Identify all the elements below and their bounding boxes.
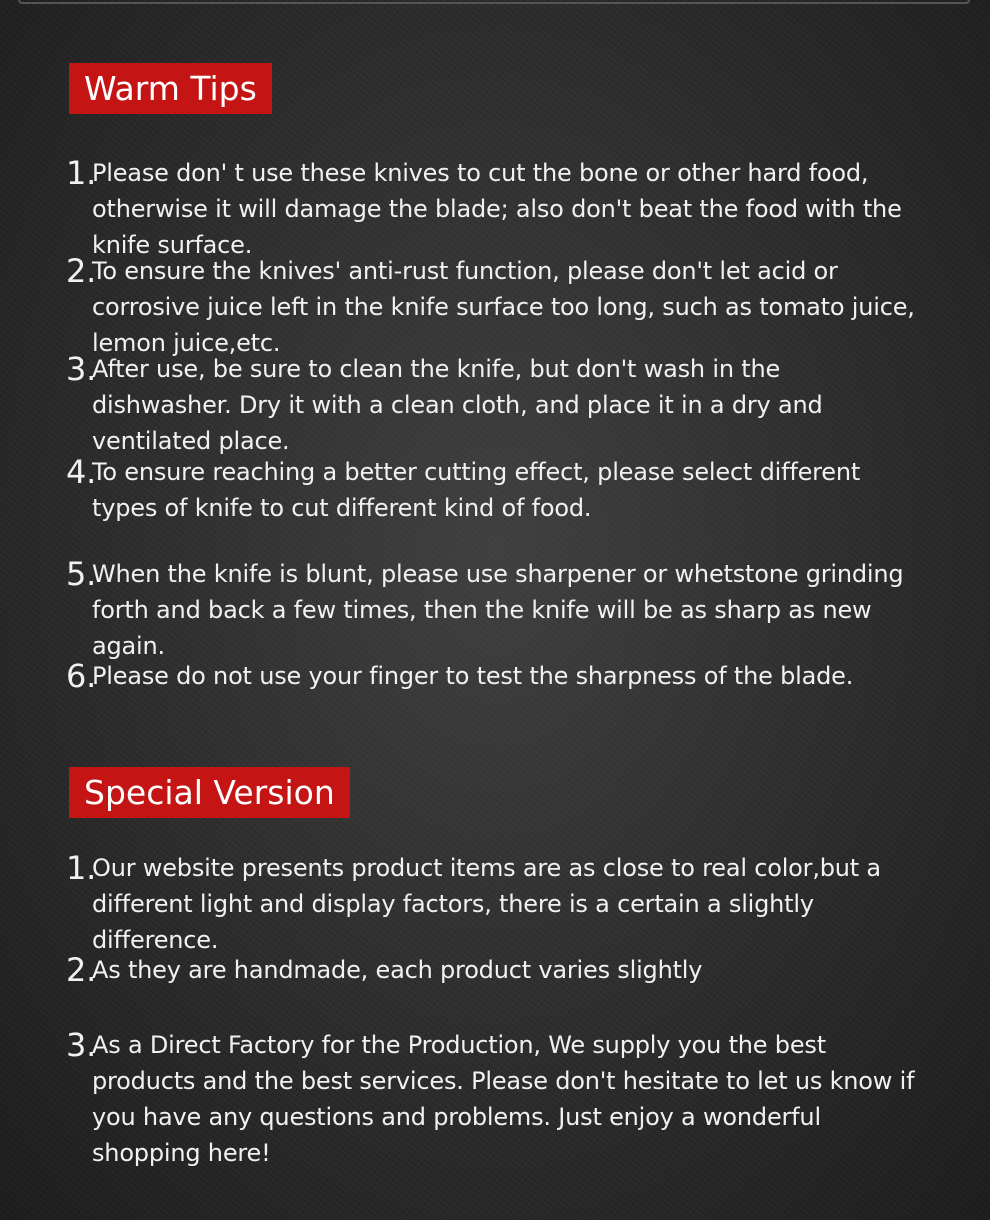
tip-number: 3. xyxy=(66,350,97,388)
top-frame-border xyxy=(18,0,970,4)
tip-number: 3. xyxy=(66,1026,97,1064)
tip-text: To ensure reaching a better cutting effect, please select different types of knife to cut different kind of food. xyxy=(92,458,861,522)
tip-number: 1. xyxy=(66,154,97,192)
tip-number: 5. xyxy=(66,555,97,593)
tip-text: As a Direct Factory for the Production, We supply you the best products and the best services. Please don't hesitate to let us know if you have any questions and problems. Just enjoy a wonderful shopping here! xyxy=(92,1031,915,1167)
tip-text: When the knife is blunt, please use sharpener or whetstone grinding forth and back a few times, then the knife will be as sharp as new again. xyxy=(92,560,904,660)
warm-tip-5 xyxy=(66,556,926,664)
tip-text: To ensure the knives' anti-rust function, please don't let acid or corrosive juice left in the knife surface too long, such as tomato juice, lemon juice,etc. xyxy=(92,257,915,357)
warm-tip-1 xyxy=(66,155,926,263)
tip-text: Our website presents product items are as close to real color,but a different light and display factors, there is a certain a slightly difference. xyxy=(92,854,881,954)
tip-text: After use, be sure to clean the knife, but don't wash in the dishwasher. Dry it with a clean cloth, and place it in a dry and ventilated place. xyxy=(92,355,823,455)
tip-number: 4. xyxy=(66,453,97,491)
warm-tip-4 xyxy=(66,454,926,526)
warm-tip-3 xyxy=(66,351,926,459)
warm-tip-2 xyxy=(66,253,926,361)
warm-tip-6 xyxy=(66,658,926,694)
tip-number: 2. xyxy=(66,252,97,290)
tip-number: 6. xyxy=(66,657,97,695)
special-version-item-2 xyxy=(66,952,926,988)
special-version-item-1 xyxy=(66,850,926,958)
special-version-header: Special Version xyxy=(69,767,350,818)
tip-text: Please do not use your finger to test the sharpness of the blade. xyxy=(92,662,854,690)
tip-number: 1. xyxy=(66,849,97,887)
tip-number: 2. xyxy=(66,951,97,989)
warm-tips-header: Warm Tips xyxy=(69,63,272,114)
tip-text: As they are handmade, each product varies slightly xyxy=(92,956,703,984)
special-version-item-3 xyxy=(66,1027,926,1171)
tip-text: Please don' t use these knives to cut the bone or other hard food, otherwise it will damage the blade; also don't beat the food with the knife surface. xyxy=(92,159,902,259)
